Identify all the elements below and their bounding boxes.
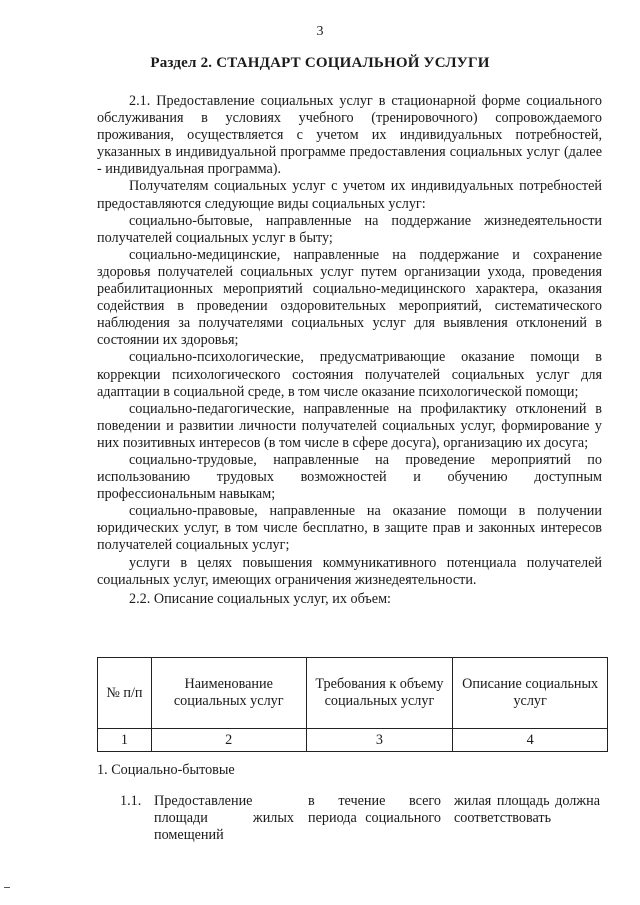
row-service-name: Предоставление площади жилых помещений — [154, 793, 294, 843]
column-number-4: 4 — [453, 729, 608, 752]
paragraph-social-legal: социально-правовые, направленные на оказание помощи в получении юридических услуг, в том числе бесплатно, в защите прав и законных интересов получателей социальных услуг; — [97, 503, 602, 554]
column-number-1: 1 — [98, 729, 152, 752]
paragraph-social-medical: социально-медицинские, направленные на поддержание и сохранение здоровья получателей социальных услуг путем организации ухода, проведения реабилитационных мероприятий социально-медицинского характера, оказания содействия в проведении оздоровительных мероприятий, систематического наблюдения за получателями социальных услуг для выявления отклонений в состоянии их здоровья; — [97, 246, 602, 349]
column-number-row — [98, 729, 608, 752]
subsection-title: 1. Социально-бытовые — [97, 762, 235, 778]
paragraph-social-pedagogical: социально-педагогические, направленные на профилактику отклонений в поведении и развитии личности получателей социальных услуг, формирование у них позитивных интересов (в том числе в сфере досуга), организацию их досуга; — [97, 400, 602, 451]
body-text — [97, 93, 602, 608]
paragraph-social-labor: социально-трудовые, направленные на проведение мероприятий по использованию трудовых возможностей и обучению доступным профессиональным навыкам; — [97, 451, 602, 503]
row-number: 1.1. — [120, 793, 142, 809]
services-table — [97, 657, 608, 752]
column-number-2: 2 — [151, 729, 306, 752]
paragraph-2-2: 2.2. Описание социальных услуг, их объем: — [129, 590, 391, 607]
page-number: 3 — [316, 24, 324, 39]
row-description: жилая площадь должна соответствовать — [454, 793, 600, 826]
scan-mark — [4, 887, 10, 888]
header-service-name: Наименование социальных услуг — [151, 658, 306, 729]
paragraph-social-domestic: социально-бытовые, направленные на поддержание жизнедеятельности получателей социальных услуг в быту; — [97, 212, 602, 246]
paragraph-recipients: Получателям социальных услуг с учетом их индивидуальных потребностей предоставляются следующие виды социальных услуг: — [97, 178, 602, 212]
paragraph-2-1: 2.1. Предоставление социальных услуг в стационарной форме социального обслуживания в условиях учебного (тренировочного) сопровождаемого проживания, осуществляется с учетом их индивидуальных потребностей, указанных в индивидуальной программе предоставления социальных услуг (далее - индивидуальная программа). — [97, 93, 602, 178]
paragraph-social-psychological: социально-психологические, предусматривающие оказание помощи в коррекции психологического состояния получателей социальных услуг для адаптации в социальной среде, в том числе оказание психологической помощи; — [97, 349, 602, 400]
paragraph-communication: услуги в целях повышения коммуникативного потенциала получателей социальных услуг, имеющих ограничения жизнедеятельности. — [97, 554, 602, 588]
row-requirement: в течение всего периода социального — [308, 793, 441, 826]
header-volume-requirements: Требования к объему социальных услуг — [306, 658, 453, 729]
header-number: № п/п — [98, 658, 152, 729]
header-service-description: Описание социальных услуг — [453, 658, 608, 729]
section-title: Раздел 2. СТАНДАРТ СОЦИАЛЬНОЙ УСЛУГИ — [150, 55, 490, 71]
column-number-3: 3 — [306, 729, 453, 752]
table-header-row — [98, 658, 608, 729]
